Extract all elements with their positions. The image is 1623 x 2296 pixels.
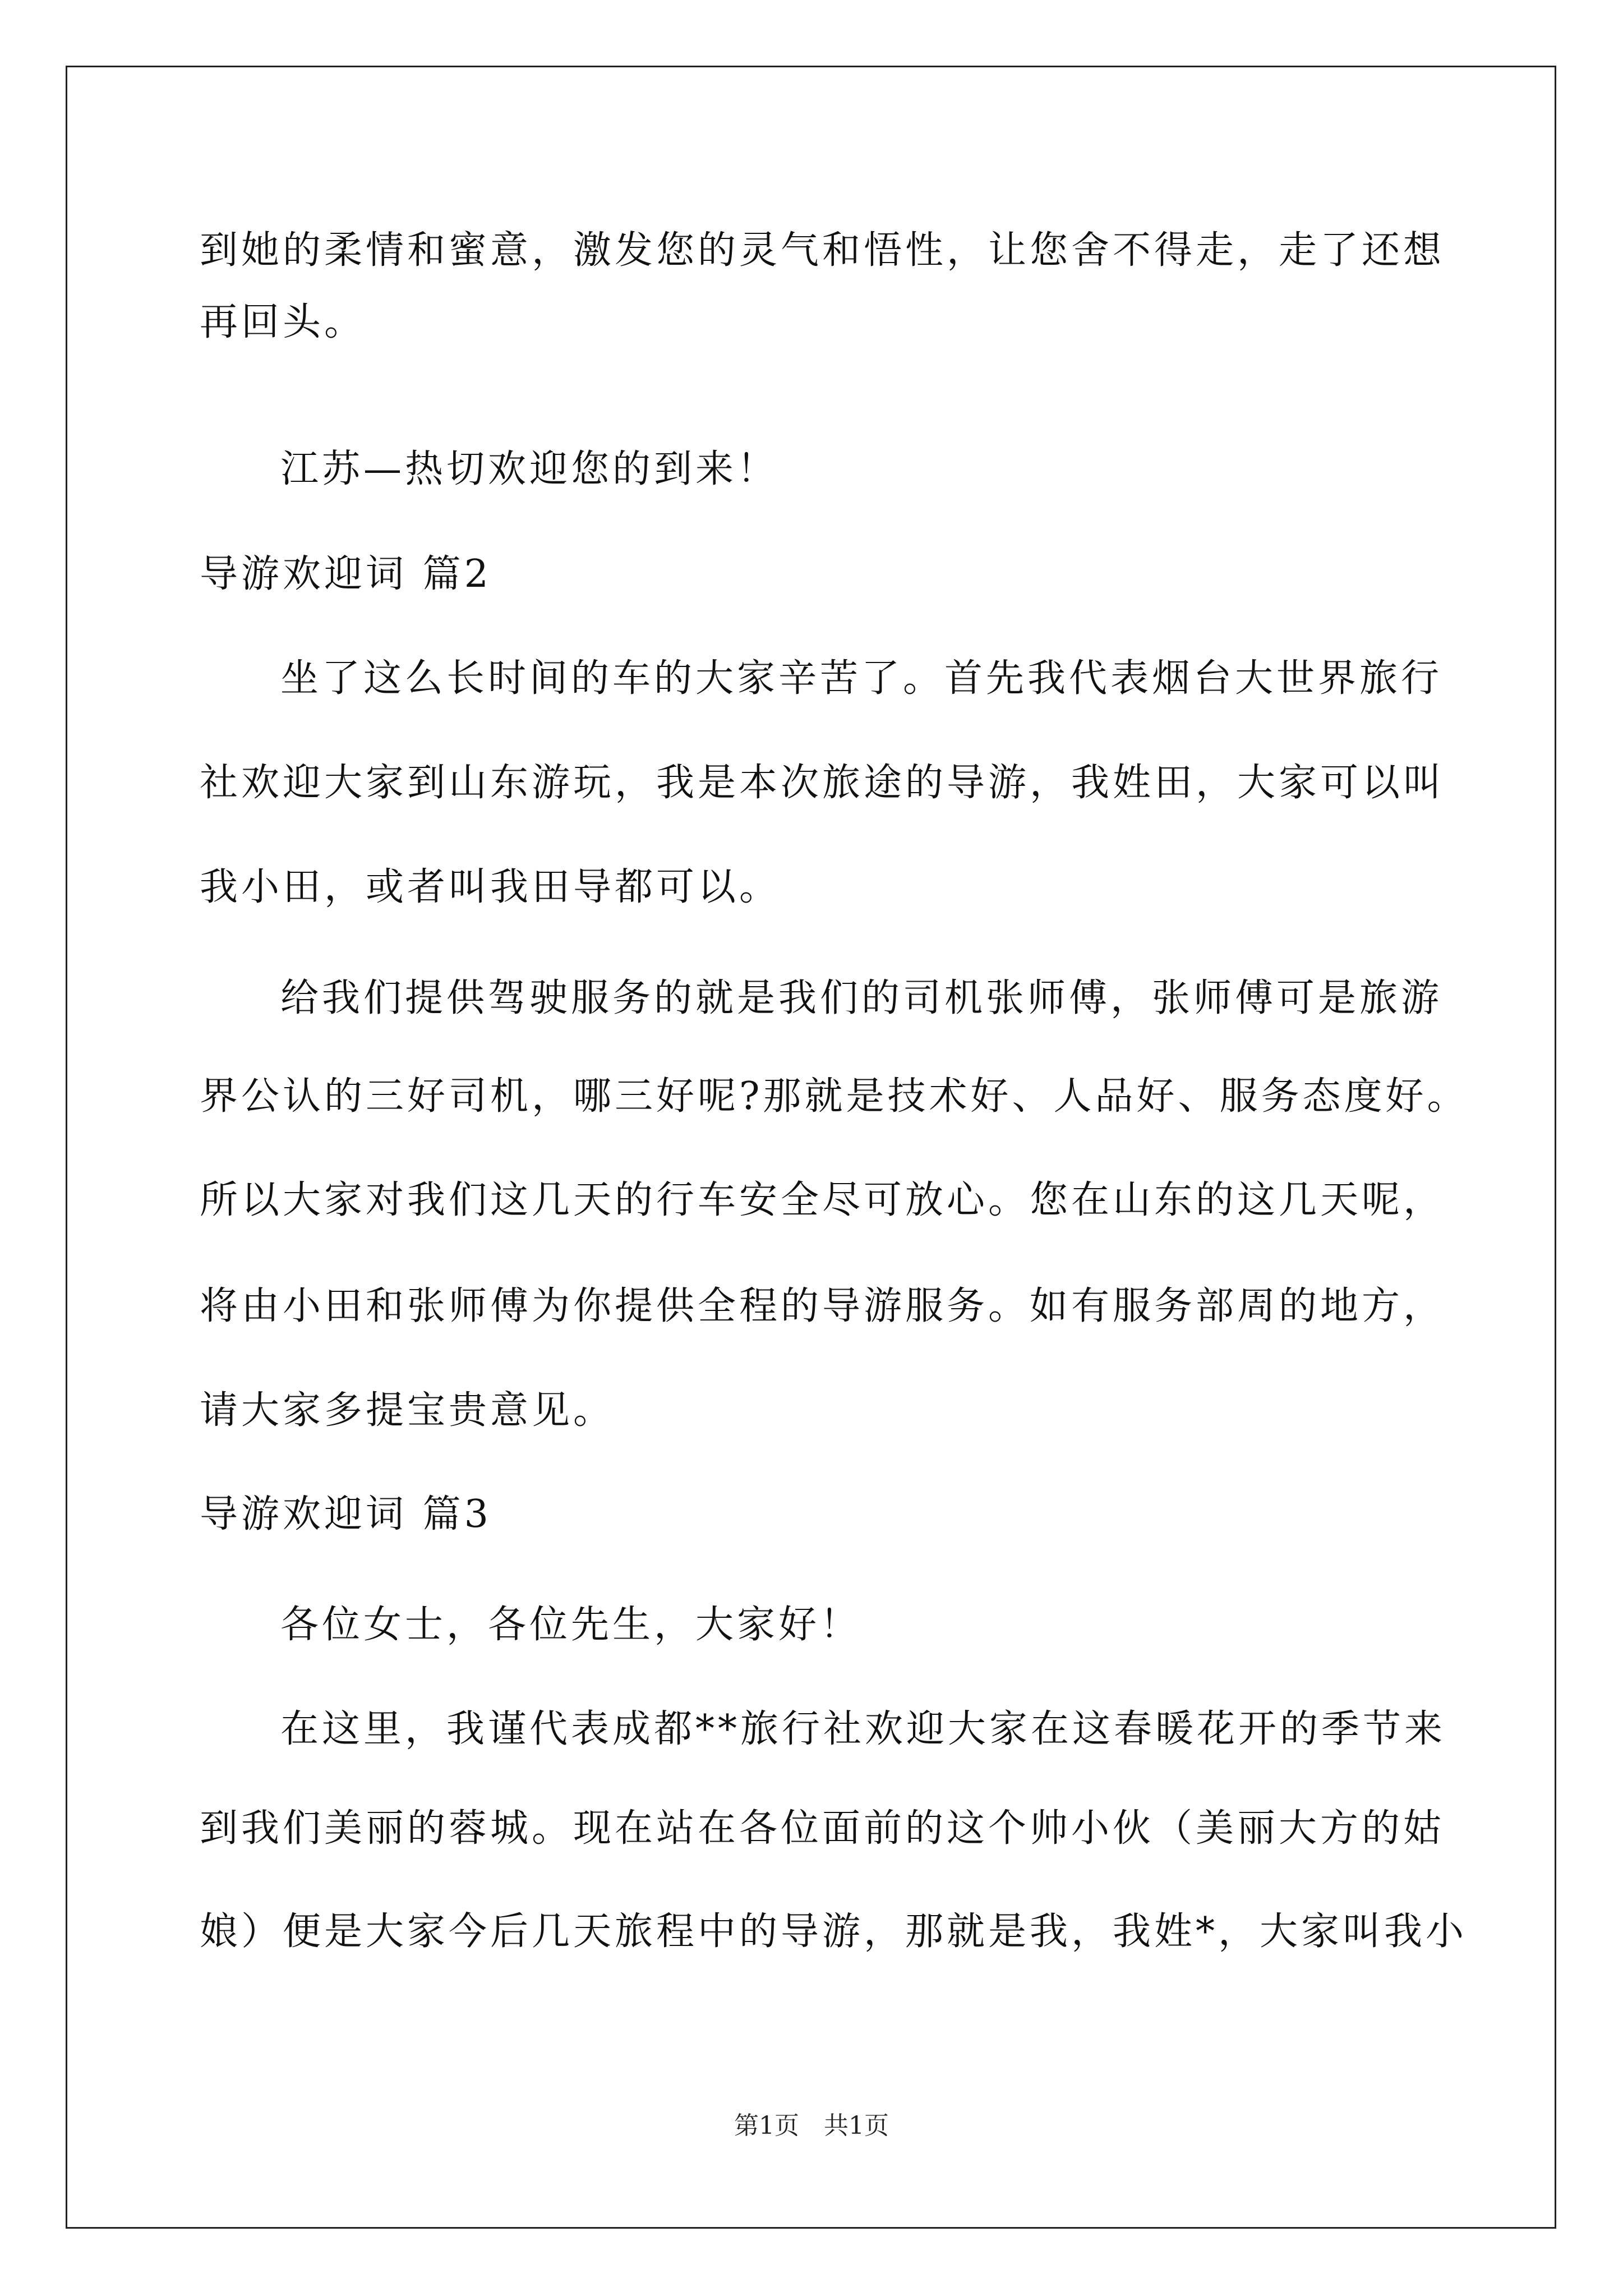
paragraph-line: 在这里，我谨代表成都**旅行社欢迎大家在这春暖花开的季节来 bbox=[280, 1707, 1446, 1751]
page-frame bbox=[66, 66, 1556, 2229]
paragraph-line: 将由小田和张师傅为你提供全程的导游服务。如有服务部周的地方， bbox=[200, 1284, 1445, 1328]
paragraph-line: 各位女士，各位先生，大家好！ bbox=[280, 1603, 862, 1647]
paragraph-line: 我小田，或者叫我田导都可以。 bbox=[200, 865, 781, 909]
page-footer: 第1页 共1页 bbox=[734, 2111, 889, 2140]
paragraph-line: 社欢迎大家到山东游玩，我是本次旅途的导游，我姓田，大家可以叫 bbox=[200, 761, 1445, 805]
section-heading: 导游欢迎词 篇3 bbox=[200, 1492, 492, 1536]
paragraph-line: 请大家多提宝贵意见。 bbox=[200, 1388, 615, 1433]
paragraph-line: 坐了这么长时间的车的大家辛苦了。首先我代表烟台大世界旅行 bbox=[280, 656, 1443, 701]
paragraph-line: 娘）便是大家今后几天旅程中的导游，那就是我，我姓*，大家叫我小 bbox=[200, 1910, 1468, 1954]
paragraph-line: 所以大家对我们这几天的行车安全尽可放心。您在山东的这几天呢， bbox=[200, 1178, 1445, 1222]
paragraph-line: 给我们提供驾驶服务的就是我们的司机张师傅，张师傅可是旅游 bbox=[280, 976, 1443, 1020]
section-heading: 导游欢迎词 篇2 bbox=[200, 552, 492, 596]
paragraph-line: 江苏—热切欢迎您的到来！ bbox=[280, 447, 779, 491]
paragraph-line: 到她的柔情和蜜意，激发您的灵气和悟性，让您舍不得走，走了还想 bbox=[200, 228, 1445, 273]
paragraph-line: 到我们美丽的蓉城。现在站在各位面前的这个帅小伙（美丽大方的姑 bbox=[200, 1806, 1445, 1851]
paragraph-line: 界公认的三好司机，哪三好呢?那就是技术好、人品好、服务态度好。 bbox=[200, 1074, 1469, 1119]
paragraph-line: 再回头。 bbox=[200, 300, 366, 344]
